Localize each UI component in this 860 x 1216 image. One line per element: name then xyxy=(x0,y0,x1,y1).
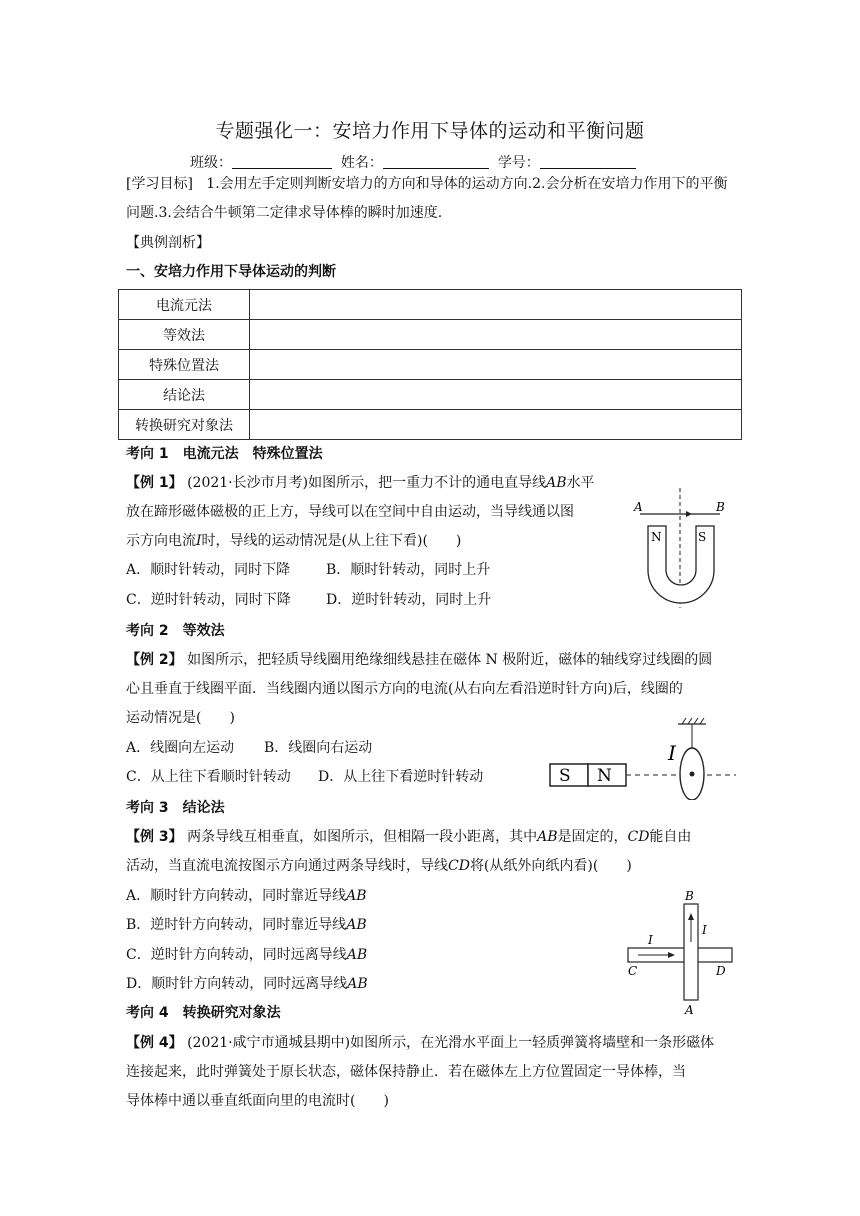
class-blank[interactable] xyxy=(232,154,332,169)
objectives-text: 1.会用左手定则判断安培力的方向和导体的运动方向.2.会分析在安培力作用下的平衡问题.3.会结合牛顿第二定律求导体棒的瞬时加速度. xyxy=(126,176,728,221)
ex3-tag: 【例 3】 xyxy=(126,829,183,845)
ex4-line2: 连接起来，此时弹簧处于原长状态，磁体保持静止．若在磁体左上方位置固定一导体棒，当 xyxy=(126,1064,686,1080)
ex1-i: I xyxy=(196,533,202,549)
ex3-line2 xyxy=(126,855,632,875)
crossed-wires-figure xyxy=(620,886,740,1018)
ex2-opt-c: C．从上往下看顺时针转动 xyxy=(126,769,291,785)
ex3-l1c: 能自由 xyxy=(649,829,692,845)
ex1-src: (2021·长沙市月考)如图所示，把一重力不计的通电直导线 xyxy=(187,475,547,491)
ex3-l2b: 将(从纸外向纸内看)( ) xyxy=(469,858,632,874)
label-s: S xyxy=(559,766,571,786)
method-blank[interactable] xyxy=(250,380,742,410)
ex4-line1 xyxy=(126,1032,714,1052)
ex1-opt-a: A．顺时针转动，同时下降 xyxy=(126,562,291,578)
method-name: 结论法 xyxy=(119,380,250,410)
ex1-l3b: 时，导线的运动情况是(从上往下看)( ) xyxy=(201,533,462,549)
label-a: A xyxy=(685,1003,694,1017)
coil-center xyxy=(690,772,695,777)
page-title: 专题强化一：安培力作用下导体的运动和平衡问题 xyxy=(215,120,645,142)
name-blank[interactable] xyxy=(383,154,489,169)
ex3-l1-cd: CD xyxy=(627,829,650,845)
label-c: C xyxy=(628,964,638,978)
label-a: A xyxy=(634,500,643,514)
ex3-l2-cd: CD xyxy=(448,858,470,874)
label-b: B xyxy=(685,889,694,903)
method-name: 电流元法 xyxy=(119,290,250,320)
horseshoe-magnet-figure xyxy=(628,484,738,612)
ex1-line3 xyxy=(126,530,461,550)
ex1-l3a: 示方向电流 xyxy=(126,533,196,549)
ex1-opt-d: D．逆时针转动，同时上升 xyxy=(326,592,492,608)
label-i-ab: I xyxy=(702,923,707,937)
bar-magnet-coil-figure xyxy=(546,714,740,800)
ex3-opt-c: C．逆时针方向转动，同时远离导线AB xyxy=(126,947,368,963)
k1-heading: 考向 1 电流元法 特殊位置法 xyxy=(126,446,323,462)
part1-title: 一、安培力作用下导体运动的判断 xyxy=(126,264,336,280)
ex2-opt-b: B．线圈向右运动 xyxy=(264,740,373,756)
ex1-l1-end: 水平 xyxy=(566,475,595,491)
ex3-opt-a: A．顺时针方向转动，同时靠近导线AB xyxy=(126,888,367,904)
ex2-line3: 运动情况是( ) xyxy=(126,710,235,726)
ex3-l1-ab: AB xyxy=(537,829,558,845)
ex2-tag: 【例 2】 xyxy=(126,652,183,668)
ex3-opt-d: D．顺时针方向转动，同时远离导线AB xyxy=(126,976,368,992)
ex3-l1a: 两条导线互相垂直，如图所示，但相隔一段小距离，其中 xyxy=(187,829,538,845)
id-label: 学号： xyxy=(497,155,540,171)
label-n: N xyxy=(597,766,612,786)
label-i-cd: I xyxy=(648,933,653,947)
ex4-tag: 【例 4】 xyxy=(126,1035,183,1051)
ex4-l1: (2021·咸宁市通城县期中)如图所示，在光滑水平面上一轻质弹簧将墙壁和一条形磁体 xyxy=(187,1035,715,1051)
ex3-line1 xyxy=(126,826,691,846)
ex2-opt-a: A．线圈向左运动 xyxy=(126,740,235,756)
table-row xyxy=(119,290,742,320)
method-blank[interactable] xyxy=(250,320,742,350)
label-b: B xyxy=(716,500,725,514)
ex1-opt-c: C．逆时针转动，同时下降 xyxy=(126,592,291,608)
method-name: 特殊位置法 xyxy=(119,350,250,380)
table-row xyxy=(119,380,742,410)
methods-table xyxy=(118,289,742,440)
ex1-line2: 放在蹄形磁体磁极的正上方，导线可以在空间中自由运动，当导线通以图 xyxy=(126,504,574,520)
ex3-l2a: 活动，当直流电流按图示方向通过两条导线时，导线 xyxy=(126,858,448,874)
ex1-line1 xyxy=(126,472,595,492)
method-name: 等效法 xyxy=(119,320,250,350)
table-row xyxy=(119,410,742,440)
ex1-opt-b: B．顺时针转动，同时上升 xyxy=(326,562,491,578)
k2-heading: 考向 2 等效法 xyxy=(126,623,225,639)
ex3-l1b: 是固定的， xyxy=(557,829,628,845)
ex3-opt-b: B．逆时针方向转动，同时靠近导线AB xyxy=(126,917,367,933)
ex4-line3: 导体棒中通以垂直纸面向里的电流时( ) xyxy=(126,1093,389,1109)
objectives-label: [学习目标] xyxy=(126,176,193,192)
ex2-line2: 心且垂直于线圈平面．当线圈内通以图示方向的电流(从右向左看沿逆时针方向)后，线圈的 xyxy=(126,681,683,697)
method-blank[interactable] xyxy=(250,290,742,320)
table-row xyxy=(119,320,742,350)
current-arrow-icon xyxy=(686,511,692,517)
class-label: 班级： xyxy=(190,155,232,171)
name-label: 姓名： xyxy=(340,155,383,171)
table-row xyxy=(119,350,742,380)
k4-heading: 考向 4 转换研究对象法 xyxy=(126,1005,281,1021)
method-name: 转换研究对象法 xyxy=(119,410,250,440)
ex2-opt-d: D．从上往下看逆时针转动 xyxy=(318,769,484,785)
ex2-line1 xyxy=(126,649,712,669)
method-blank[interactable] xyxy=(250,410,742,440)
section-header: 【典例剖析】 xyxy=(126,235,210,251)
ex1-tag: 【例 1】 xyxy=(126,475,183,491)
student-info xyxy=(190,152,636,172)
method-blank[interactable] xyxy=(250,350,742,380)
label-i: I xyxy=(668,741,676,765)
learning-objectives xyxy=(126,170,738,228)
ex1-ab: AB xyxy=(546,475,567,491)
k3-heading: 考向 3 结论法 xyxy=(126,800,225,816)
pole-n: N xyxy=(651,530,662,544)
label-d: D xyxy=(716,964,726,978)
ex2-l1: 如图所示，把轻质导线圈用绝缘细线悬挂在磁体 N 极附近，磁体的轴线穿过线圈的圆 xyxy=(187,652,713,668)
pole-s: S xyxy=(698,530,707,544)
id-blank[interactable] xyxy=(540,154,636,169)
